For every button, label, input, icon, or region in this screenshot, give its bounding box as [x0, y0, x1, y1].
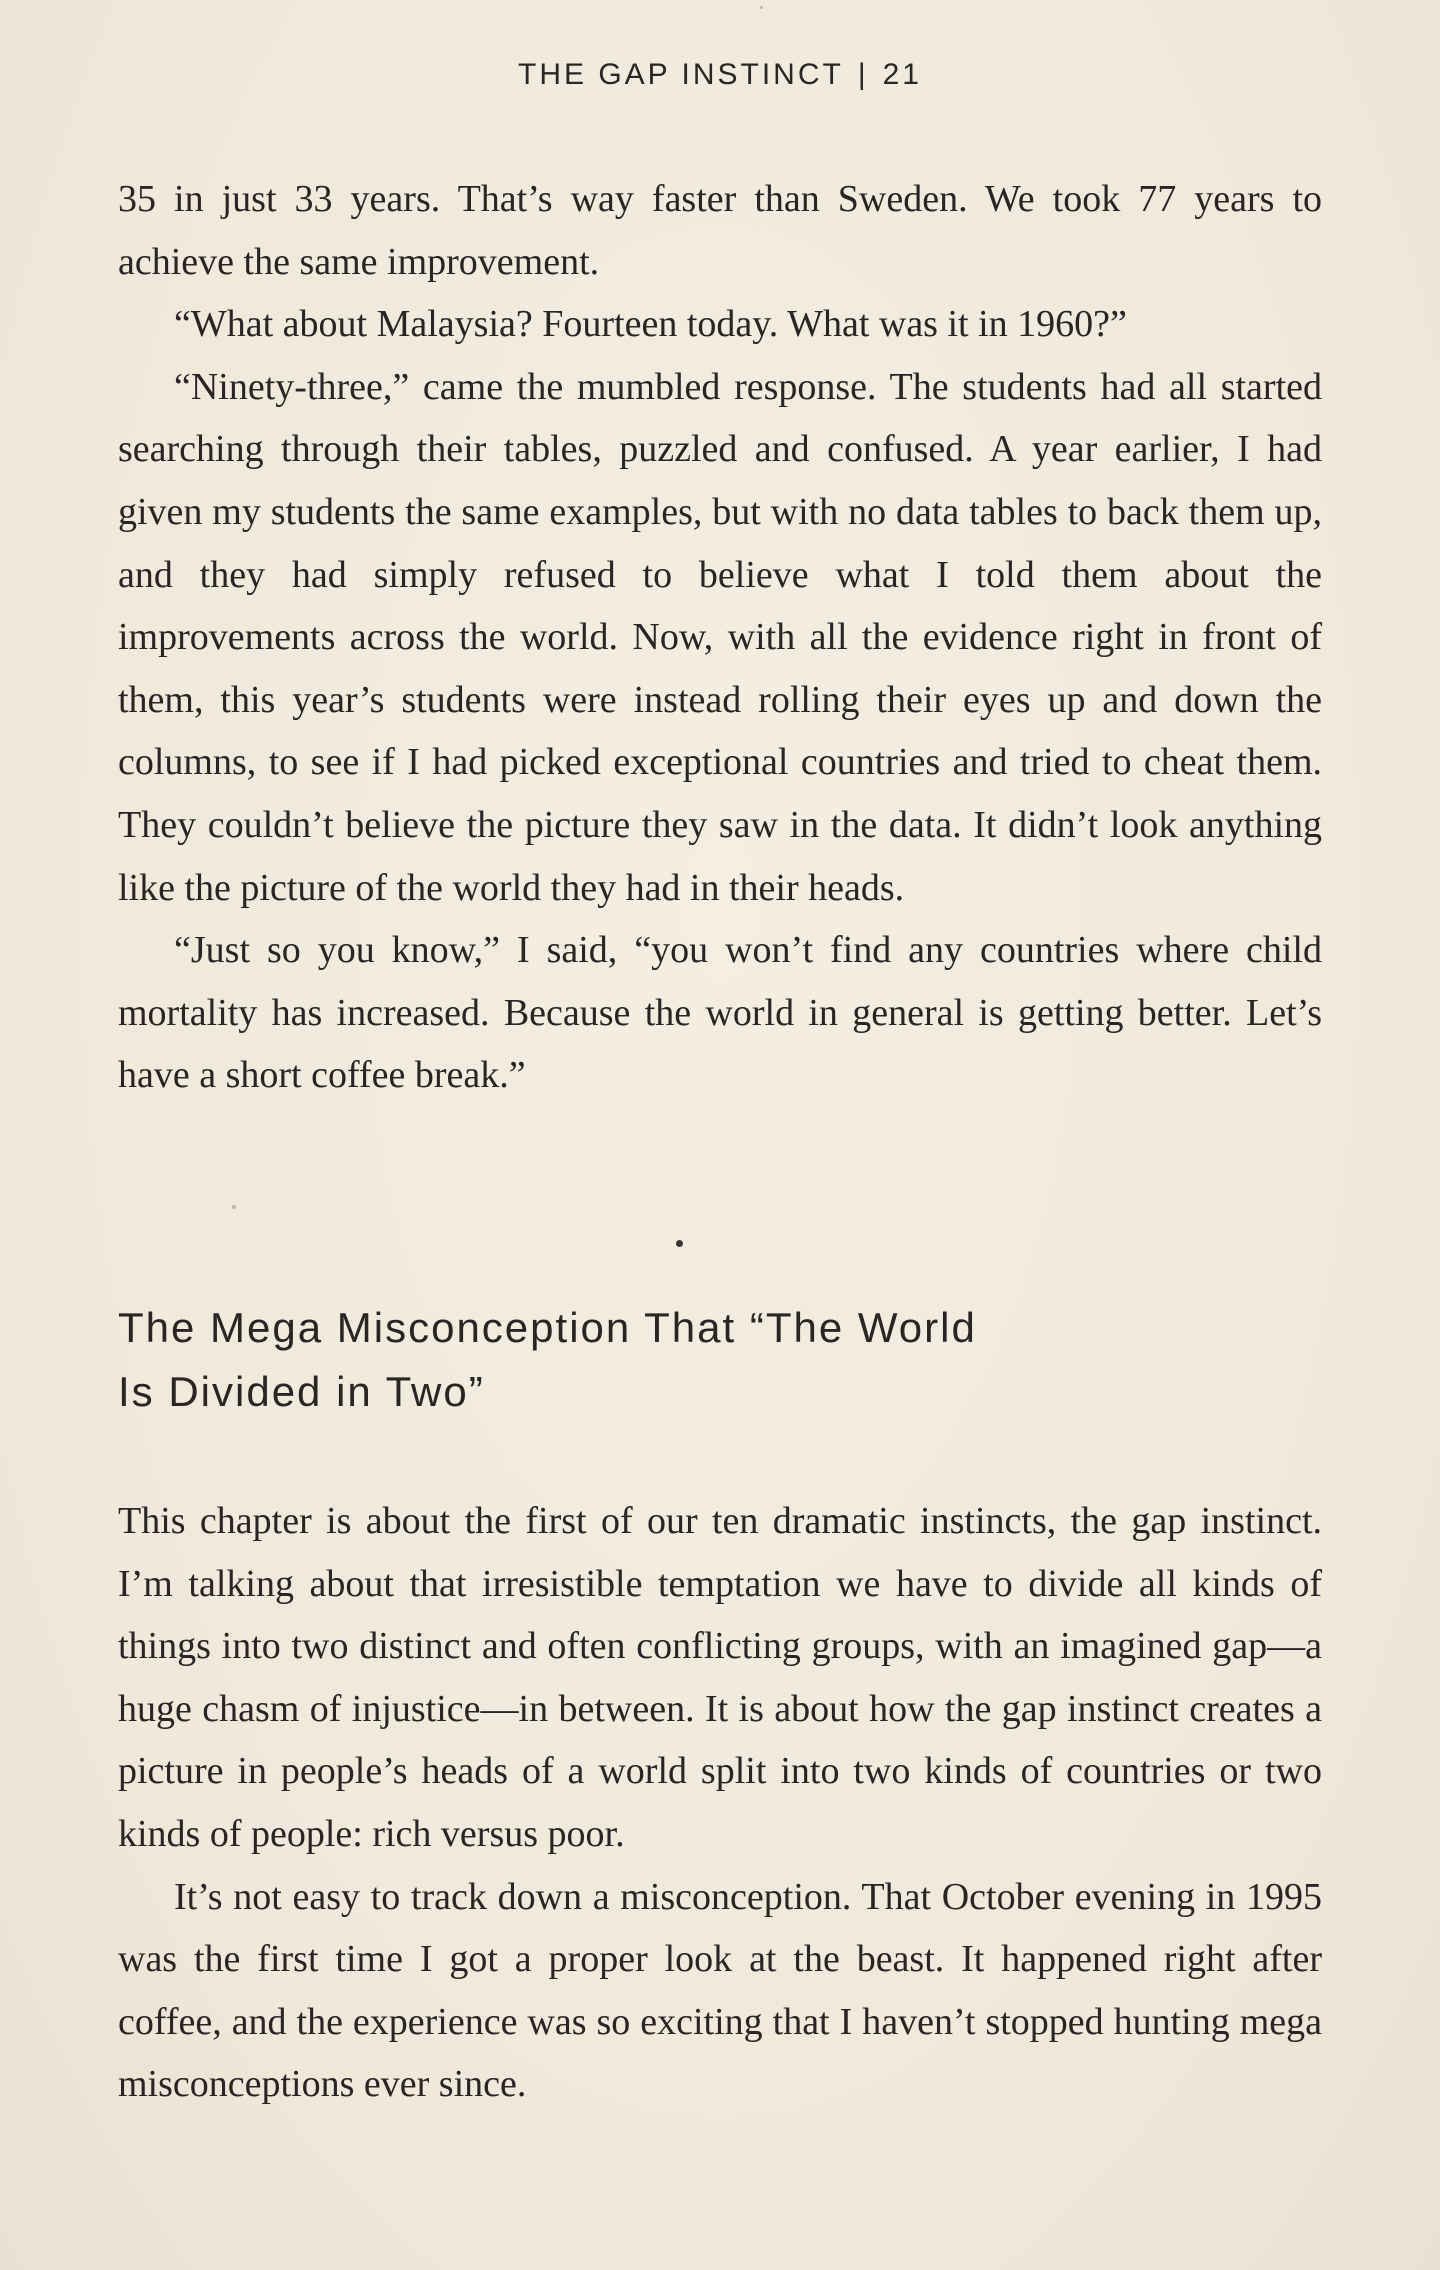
text-block-2 — [118, 1490, 1322, 2116]
running-head — [0, 58, 1440, 92]
paragraph: “Ninety-three,” came the mumbled response. The students had all started searching through their tables, puzzled and confused. A year earlier, I had given my students the same examples, but with no data tables to back them up, and they had simply refused to believe what I told them about the improvements across the world. Now, with all the evidence right in front of them, this year’s students were instead rolling their eyes up and down the columns, to see if I had picked exceptional countries and tried to cheat them. They couldn’t believe the picture they saw in the data. It didn’t look anything like the picture of the world they had in their heads. — [118, 365, 1322, 909]
paragraph: It’s not easy to track down a misconception. That October evening in 1995 was the first time I got a proper look at the beast. It happened right after coffee, and the experience was so exciting that I haven’t stopped hunting mega misconceptions ever since. — [118, 1875, 1322, 2106]
running-head-separator: | — [857, 58, 869, 91]
paragraph: 35 in just 33 years. That’s way faster than Sweden. We took 77 years to achieve the same improvement. — [118, 178, 1322, 283]
paragraph: “What about Malaysia? Fourteen today. What was it in 1960?” — [174, 303, 1127, 346]
paragraph: This chapter is about the first of our ten dramatic instincts, the gap instinct. I’m talking about that irresistible temptation we have to divide all kinds of things into two distinct and often conflicting groups, with an imagined gap—a huge chasm of injustice—in between. It is about how the gap instinct creates a picture in people’s heads of a world split into two kinds of countries or two kinds of people: rich versus poor. — [118, 1500, 1322, 1855]
paper-speck — [760, 6, 763, 9]
section-break-dot — [676, 1240, 683, 1247]
text-block-1 — [118, 168, 1322, 1107]
page-number: 21 — [882, 58, 922, 91]
running-head-title: THE GAP INSTINCT — [518, 58, 844, 91]
section-heading-line: The Mega Misconception That “The World — [118, 1304, 977, 1351]
section-heading — [118, 1296, 1322, 1424]
paper-speck — [232, 1205, 236, 1209]
paragraph: “Just so you know,” I said, “you won’t find any countries where child mortality has increased. Because the world in general is getting better. Let’s have a short coffee break.” — [118, 929, 1322, 1097]
section-heading-line: Is Divided in Two” — [118, 1368, 485, 1415]
